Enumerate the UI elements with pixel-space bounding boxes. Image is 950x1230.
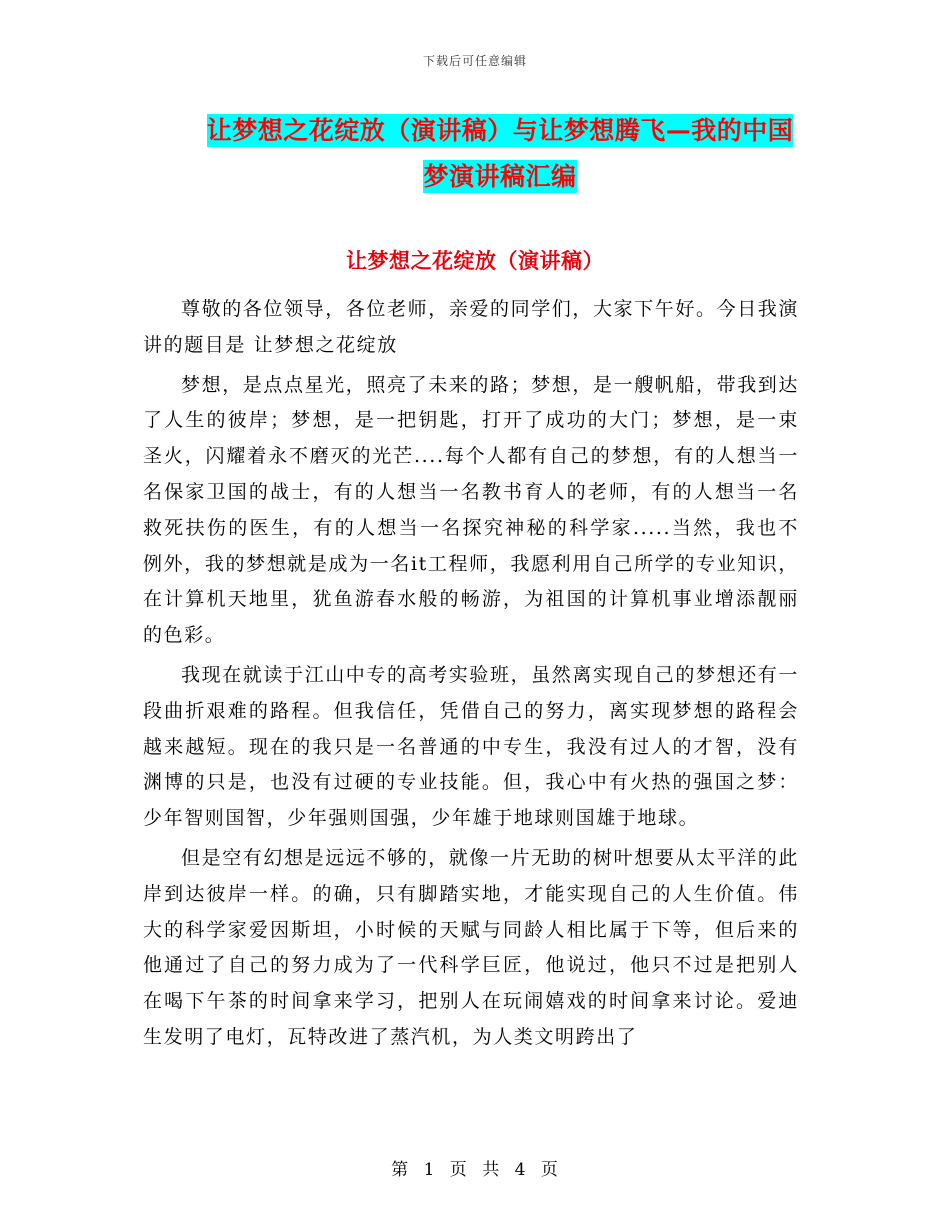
total-pages: 4: [514, 1160, 527, 1180]
section-subtitle: 让梦想之花绽放（演讲稿）: [346, 249, 604, 273]
document-body: [143, 292, 799, 1060]
paragraph: 梦想，是点点星光，照亮了未来的路；梦想，是一艘帆船，带我到达了人生的彼岸；梦想，是一把钥匙，打开了成功的大门；梦想，是一束圣火，闪耀着永不磨灭的光芒....每个人都有自己的梦想，有的人想当一名保家卫国的战士，有的人想当一名教书育人的老师，有的人想当一名救死扶伤的医生，有的人想当一名探究神秘的科学家.....当然，我也不例外，我的梦想就是成为一名it工程师，我愿利用自己所学的专业知识，在计算机天地里，犹鱼游春水般的畅游，为祖国的计算机事业增添靓丽的色彩。: [143, 373, 800, 647]
footer-ye-end: 页: [540, 1160, 559, 1180]
footer-di: 第: [391, 1160, 410, 1180]
page-header-note: 下载后可任意编辑: [422, 54, 527, 68]
footer-ye: 页: [449, 1160, 468, 1180]
paragraph: 但是空有幻想是远远不够的，就像一片无助的树叶想要从太平洋的此岸到达彼岸一样。的确，只有脚踏实地，才能实现自己的人生价值。伟大的科学家爱因斯坦，小时候的天赋与同龄人相比属于下等，但后来的他通过了自己的努力成为了一代科学巨匠，他说过，他只不过是把别人在喝下午茶的时间拿来学习，把别人在玩闹嬉戏的时间拿来讨论。爱迪生发明了电灯，瓦特改进了蒸汽机，为人类文明跨出了: [143, 846, 800, 1048]
document-title-line2: 梦演讲稿汇编: [423, 162, 577, 191]
paragraph: 我现在就读于江山中专的高考实验班，虽然离实现自己的梦想还有一段曲折艰难的路程。但我信任，凭借自己的努力，离实现梦想的路程会越来越短。现在的我只是一名普通的中专生，我没有过人的才智，没有渊博的只是，也没有过硬的专业技能。但，我心中有火热的强国之梦：少年智则国智，少年强则国强，少年雄于地球则国雄于地球。: [143, 663, 800, 830]
document-title-line1: 让梦想之花绽放（演讲稿）与让梦想腾飞—我的中国: [206, 116, 794, 145]
paragraph: 尊敬的各位领导，各位老师，亲爱的同学们，大家下午好。今日我演讲的题目是 让梦想之花绽放: [143, 298, 800, 356]
page-footer: [0, 1155, 950, 1180]
footer-gong: 共: [482, 1160, 501, 1180]
page-number: 1: [423, 1160, 436, 1180]
document-title: [140, 108, 860, 200]
